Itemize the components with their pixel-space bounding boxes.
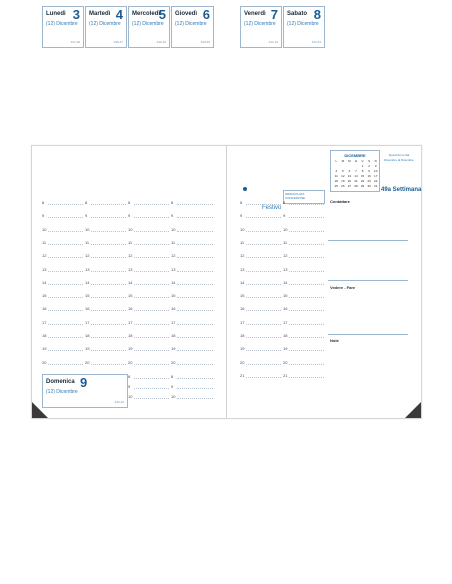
day-foot: 343-22 [114,400,124,404]
hour-line [134,217,169,218]
hour-label: 20 [42,360,47,365]
calendar-day-cell: 17 [374,174,378,178]
hour-line [48,257,83,258]
calendar-day-cell: 22 [360,179,365,183]
hour-label: 16 [42,306,47,311]
calendar-day-cell: 14 [354,174,358,178]
hour-label: 17 [240,320,245,325]
hour-line [246,217,281,218]
hour-label: 19 [128,346,133,351]
day-foot: 337-28 [70,40,80,44]
day-number: 5 [158,7,166,22]
hour-line [48,324,83,325]
hour-line [246,364,281,365]
day-date: (12) Dicembre [46,389,78,395]
hour-label: 10 [85,227,90,232]
hour-label: 13 [283,267,288,272]
hour-label: 13 [128,267,133,272]
calendar-day-cell: M [348,159,351,163]
hour-label: 9 [283,213,286,218]
hour-label: 8 [171,374,174,379]
day-number: 4 [115,7,123,22]
hour-label: 9 [85,213,88,218]
day-header-friday [240,6,282,48]
hour-line [177,271,213,272]
hour-line [289,284,324,285]
calendar-day-cell: 28 [354,184,358,188]
day-name: Giovedì [175,11,198,17]
hour-line [246,350,281,351]
hour-label: 9 [128,384,131,389]
calendar-day-cell: 30 [367,184,371,188]
hour-line [91,350,126,351]
section-divider [328,334,408,335]
hour-line [177,310,213,311]
hour-line [246,271,281,272]
hour-label: 15 [171,293,176,298]
day-date: (12) Dicembre [175,21,207,27]
hour-line [48,350,83,351]
calendar-day-cell: 23 [367,179,371,183]
hour-line [91,217,126,218]
hour-line [134,310,169,311]
new-moon-icon [243,187,247,191]
hour-line [177,378,213,379]
hour-label: 19 [85,346,90,351]
section-vedere-fare: Vedere - Fare [330,285,356,290]
hour-label: 13 [85,267,90,272]
calendar-day-cell: 2 [368,164,370,168]
calendar-day-cell [353,164,360,168]
calendar-day-cell: 6 [348,169,351,173]
hour-label: 10 [283,227,288,232]
calendar-day-cell: 3 [374,164,377,168]
hour-label: 8 [171,200,174,205]
hour-line [246,204,281,205]
hour-line [177,364,213,365]
calendar-day-cell: 21 [354,179,358,183]
calendar-day-cell: 8 [361,169,364,173]
hour-label: 17 [85,320,90,325]
hour-line [91,204,126,205]
hour-line [246,337,281,338]
hour-label: 21 [283,373,288,378]
hour-line [48,217,83,218]
hour-label: 18 [283,333,288,338]
day-foot: 341-24 [268,40,278,44]
hour-line [177,217,213,218]
hour-label: 20 [171,360,176,365]
hour-label: 8 [128,200,131,205]
hour-line [91,244,126,245]
calendar-day-cell: 25 [334,184,338,188]
calendar-grid [333,159,379,189]
hour-label: 18 [171,333,176,338]
hour-label: 12 [283,253,288,258]
hour-line [91,284,126,285]
hour-label: 14 [128,280,133,285]
hour-line [177,244,213,245]
hour-label: 15 [85,293,90,298]
hour-label: 16 [171,306,176,311]
hour-line [289,204,324,205]
day-date: (12) Dicembre [132,21,164,27]
hour-line [91,271,126,272]
calendar-day-cell: 26 [341,184,345,188]
hour-label: 14 [171,280,176,285]
calendar-day-cell: G [354,159,358,163]
hour-line [91,297,126,298]
hour-line [289,271,324,272]
hour-label: 11 [85,240,90,245]
day-foot: 342-23 [311,40,321,44]
hour-label: 9 [128,213,131,218]
hour-label: 21 [240,373,245,378]
hour-line [134,204,169,205]
hour-label: 15 [283,293,288,298]
hour-label: 10 [171,394,176,399]
hour-line [134,244,169,245]
hour-line [177,257,213,258]
hour-label: 13 [240,267,245,272]
calendar-day-cell: M [341,159,345,163]
hour-line [134,398,169,399]
hour-line [177,398,213,399]
calendar-day-cell: D [374,159,377,163]
day-name: Martedì [89,11,111,17]
hour-label: 13 [42,267,47,272]
hour-label: 8 [240,200,243,205]
hour-line [246,231,281,232]
hour-line [48,364,83,365]
hour-label: 18 [240,333,245,338]
hour-line [246,324,281,325]
day-name: Domenica [46,379,75,385]
calendar-day-cell: V [361,159,364,163]
hour-label: 14 [283,280,288,285]
hour-line [91,257,126,258]
hour-label: 18 [128,333,133,338]
calendar-day-cell: 18 [334,179,338,183]
hour-label: 9 [240,213,243,218]
hour-line [177,324,213,325]
hour-label: 12 [171,253,176,258]
calendar-day-cell: 19 [341,179,345,183]
hour-label: 11 [283,240,288,245]
hour-line [134,257,169,258]
hour-label: 10 [240,227,245,232]
hour-label: 8 [283,200,286,205]
hour-line [246,297,281,298]
hour-label: 8 [128,374,131,379]
day-foot: 338-27 [113,40,123,44]
hour-label: 8 [42,200,45,205]
calendar-day-cell [340,164,347,168]
hour-label: 12 [128,253,133,258]
hour-line [177,204,213,205]
hour-line [48,244,83,245]
hour-label: 12 [42,253,47,258]
corner-strap-right [405,402,421,418]
day-header-wednesday [128,6,170,48]
hour-label: 17 [283,320,288,325]
calendar-day-cell: S [368,159,371,163]
calendar-day-cell: 9 [368,169,370,173]
hour-label: 18 [85,333,90,338]
hour-label: 19 [283,346,288,351]
day-header-tuesday [85,6,127,48]
hour-label: 17 [171,320,176,325]
hour-line [134,324,169,325]
hour-label: 15 [240,293,245,298]
hour-line [246,310,281,311]
hour-line [289,364,324,365]
hour-line [177,350,213,351]
hour-label: 16 [128,306,133,311]
section-note: Note [330,338,339,343]
day-header-monday [42,6,84,48]
hour-line [134,350,169,351]
hour-line [91,337,126,338]
hour-line [289,377,324,378]
day-date: (12) Dicembre [46,21,78,27]
hour-label: 10 [171,227,176,232]
hour-label: 17 [128,320,133,325]
hour-line [91,324,126,325]
day-number: 7 [270,7,278,22]
hour-line [48,297,83,298]
hour-label: 20 [283,360,288,365]
hour-line [134,271,169,272]
day-name: Lunedì [46,11,66,17]
hour-line [134,337,169,338]
hour-label: 19 [171,346,176,351]
calendar-month: DICEMBRE [344,153,366,158]
calendar-day-cell: 13 [347,174,352,178]
hour-label: 11 [240,240,245,245]
mini-calendar [330,150,380,192]
hour-line [48,271,83,272]
hour-line [177,297,213,298]
hour-line [289,310,324,311]
hour-line [134,388,169,389]
hour-label: 14 [42,280,47,285]
hour-line [134,297,169,298]
hour-line [246,244,281,245]
calendar-day-cell: 16 [367,174,371,178]
hour-line [289,217,324,218]
hour-label: 17 [42,320,47,325]
hour-label: 20 [85,360,90,365]
hour-label: 16 [283,306,288,311]
hour-line [48,337,83,338]
day-name: Venerdì [244,11,266,17]
hour-label: 14 [240,280,245,285]
hour-line [91,231,126,232]
calendar-day-cell: 5 [342,169,344,173]
hour-line [48,284,83,285]
day-number: 9 [80,375,88,390]
hour-line [48,310,83,311]
hour-line [289,324,324,325]
day-number: 8 [313,7,321,22]
holiday-note: IMMACOLATA CONCEZIONE [283,190,325,204]
hour-label: 11 [42,240,47,245]
calendar-day-cell: 4 [335,169,338,173]
hour-label: 19 [42,346,47,351]
day-header-thursday [171,6,214,48]
hour-line [289,337,324,338]
calendar-day-cell: 7 [355,169,357,173]
hour-line [246,377,281,378]
calendar-day-cell: L [335,159,338,163]
hour-label: 12 [240,253,245,258]
hour-line [48,231,83,232]
hour-label: 12 [85,253,90,258]
hour-line [177,284,213,285]
hour-label: 10 [42,227,47,232]
hour-line [289,231,324,232]
hour-label: 9 [42,213,45,218]
day-number: 6 [202,7,210,22]
day-foot: 339-26 [156,40,166,44]
hour-label: 20 [128,360,133,365]
calendar-day-cell: 12 [341,174,345,178]
calendar-day-cell: 10 [374,169,378,173]
hour-line [134,378,169,379]
hour-line [134,284,169,285]
year-progress-note: Quest'Anno dal Dicembre al Dicembre [384,153,414,162]
hour-line [91,364,126,365]
hour-label: 11 [171,240,176,245]
hour-line [246,284,281,285]
hour-line [177,337,213,338]
hour-line [289,350,324,351]
calendar-day-cell: 20 [347,179,352,183]
calendar-day-cell: 27 [347,184,352,188]
hour-label: 19 [240,346,245,351]
hour-line [177,231,213,232]
hour-line [246,257,281,258]
hour-label: 9 [171,384,174,389]
hour-label: 16 [240,306,245,311]
day-number: 3 [72,7,80,22]
hour-label: 10 [128,227,133,232]
day-name: Sabato [287,11,308,17]
hour-line [289,244,324,245]
hour-label: 13 [171,267,176,272]
hour-label: 15 [128,293,133,298]
hour-label: 16 [85,306,90,311]
calendar-day-cell: 29 [360,184,365,188]
section-divider [328,240,408,241]
section-divider [328,280,408,281]
day-date: (12) Dicembre [89,21,121,27]
page-gutter [226,146,227,418]
calendar-day-cell: 31 [374,184,378,188]
hour-label: 10 [128,394,133,399]
day-name: Mercoledì [132,11,161,17]
hour-label: 18 [42,333,47,338]
hour-label: 14 [85,280,90,285]
calendar-day-cell: 1 [361,164,364,168]
calendar-day-cell: 24 [374,179,378,183]
hour-line [289,297,324,298]
hour-label: 9 [171,213,174,218]
hour-label: 11 [128,240,133,245]
day-foot: 340-25 [200,40,210,44]
hour-line [134,364,169,365]
hour-label: 20 [240,360,245,365]
hour-line [91,310,126,311]
hour-line [289,257,324,258]
hour-label: 8 [85,200,88,205]
hour-line [48,204,83,205]
calendar-day-cell: 15 [360,174,365,178]
day-header-sunday [42,374,131,408]
section-contattare: Contattare [330,199,351,204]
hour-line [134,231,169,232]
hour-line [177,388,213,389]
festivo-label: Festivo [262,205,282,211]
day-date: (12) Dicembre [287,21,319,27]
day-date: (12) Dicembre [244,21,276,27]
calendar-day-cell: 11 [334,174,338,178]
hour-label: 15 [42,293,47,298]
day-header-saturday [283,6,325,48]
week-number: 49a Settimana [381,187,422,193]
